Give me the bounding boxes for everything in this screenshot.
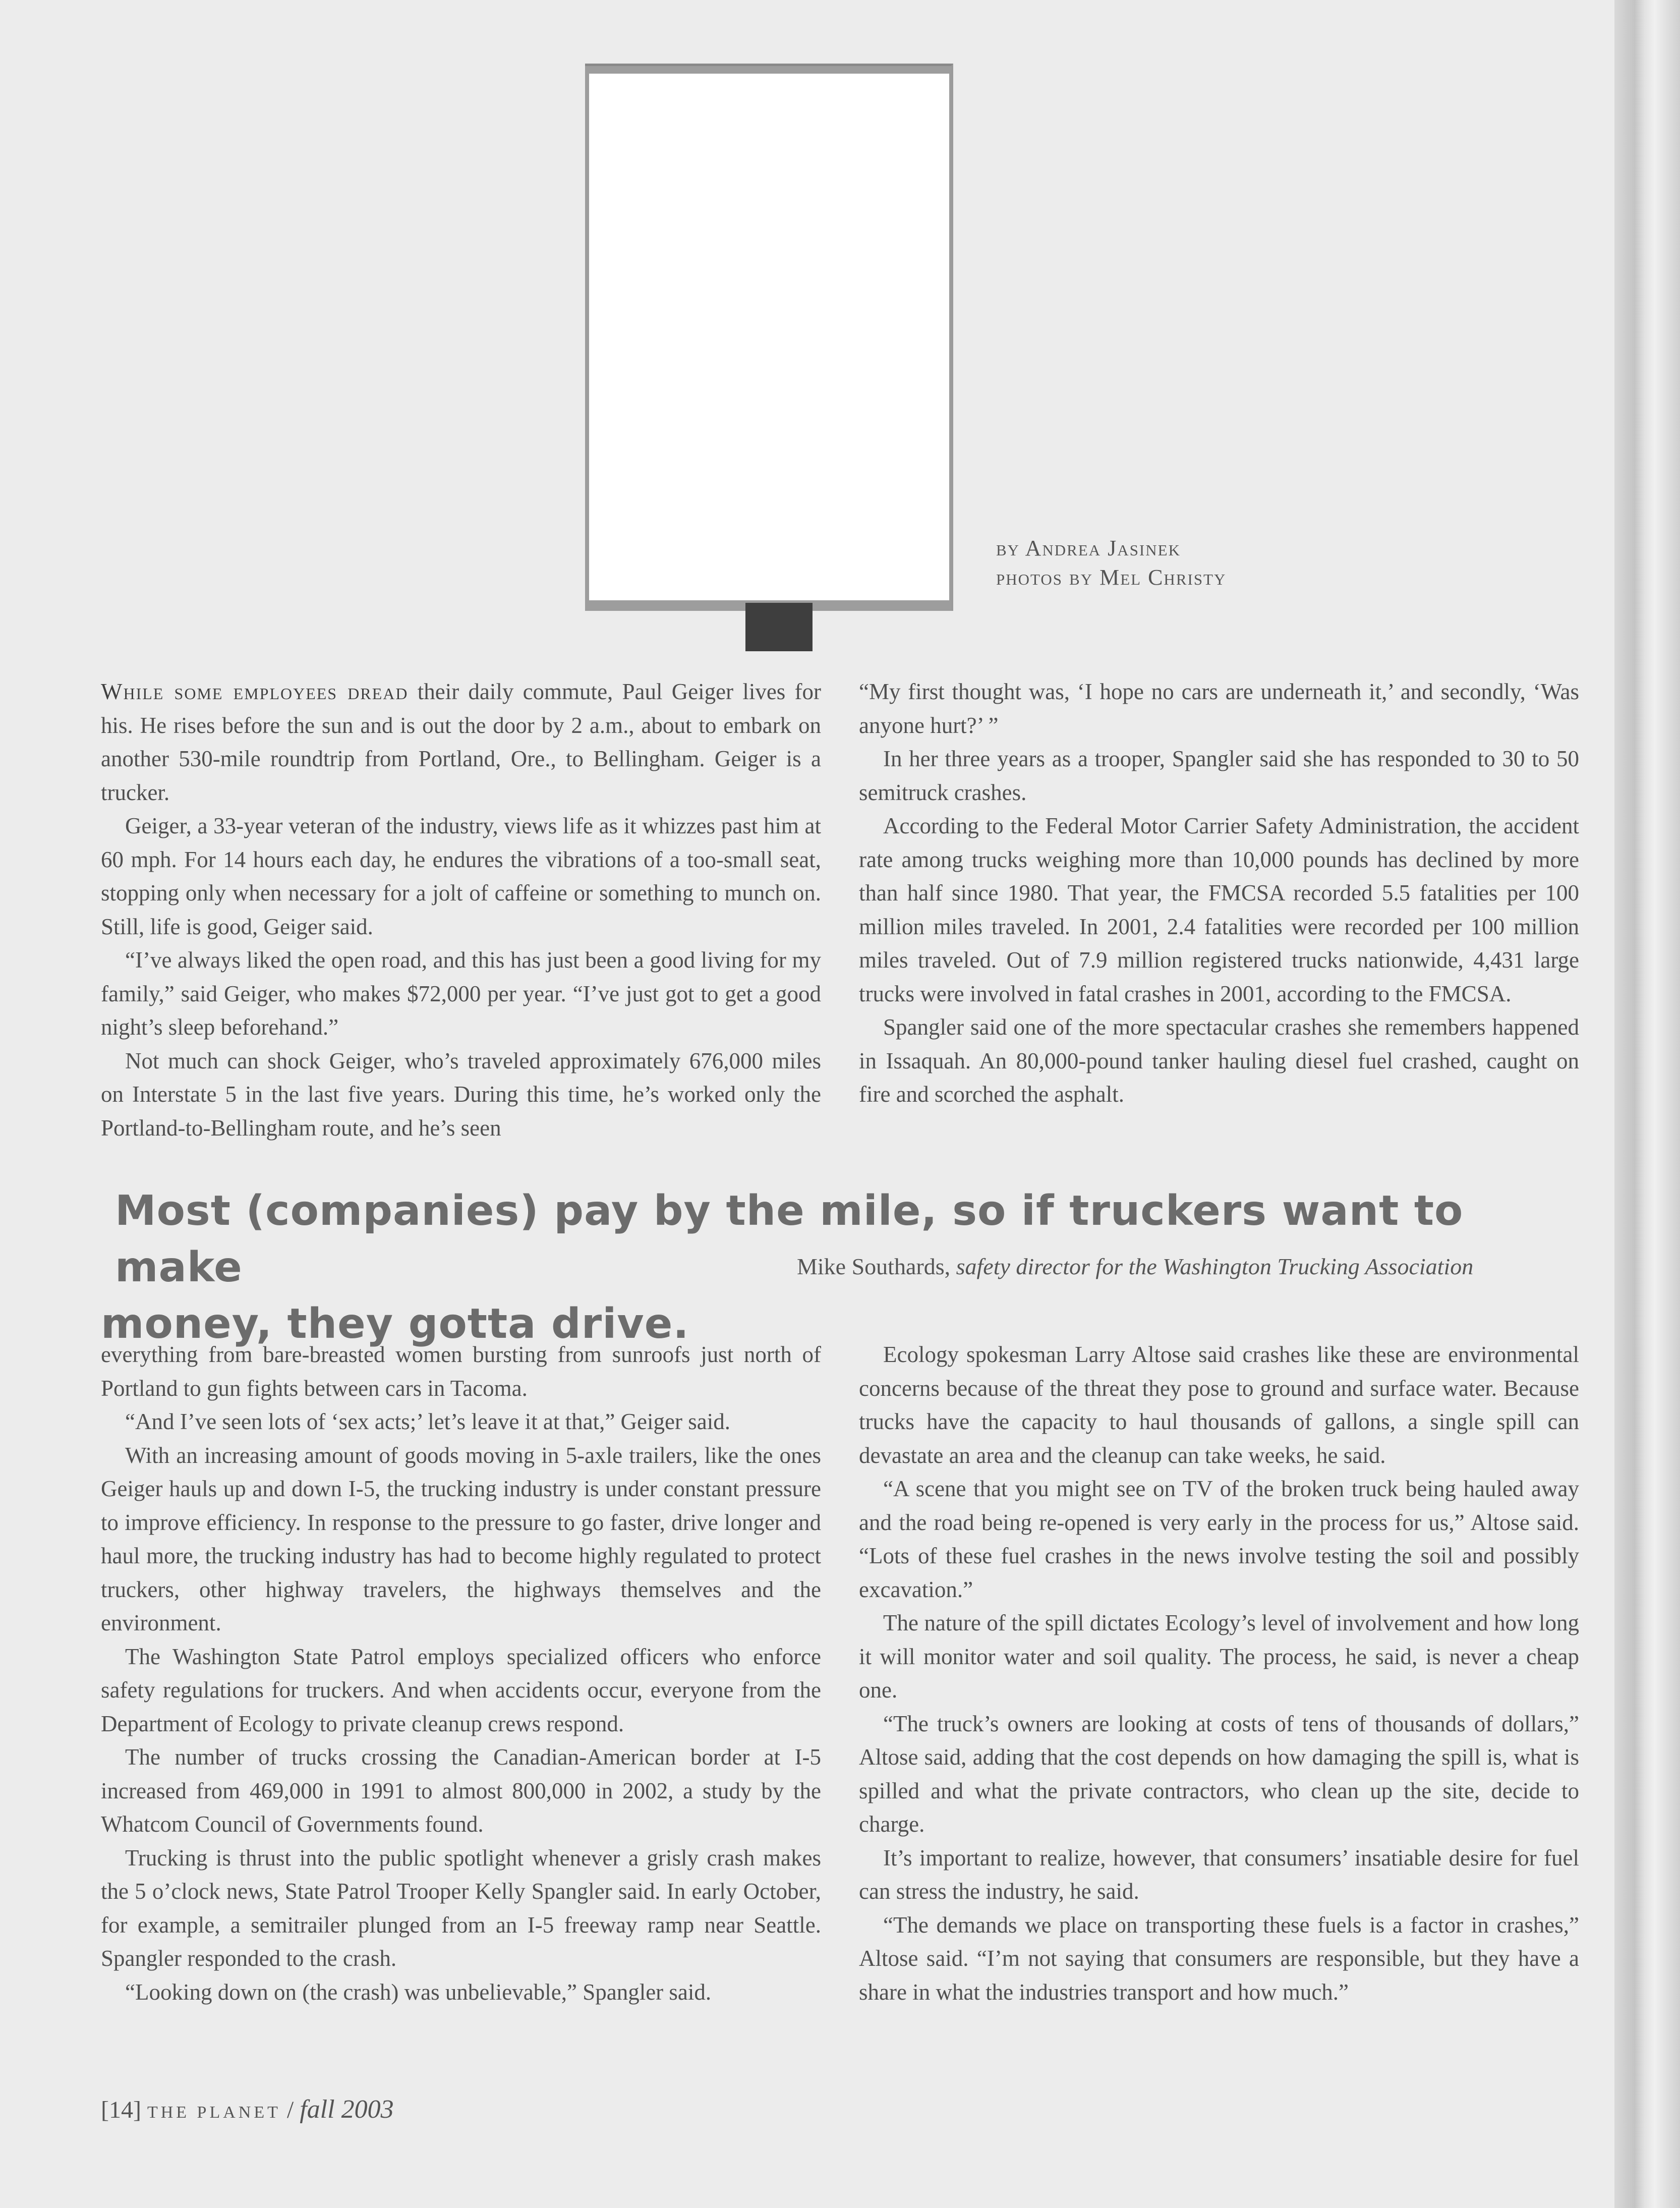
pull-quote-line-1: Most (companies) pay by the mile, so if truckers want to make [115, 1187, 1464, 1291]
attribution-title: safety director for the Washington Trucking Association [956, 1254, 1474, 1279]
article-paragraph: The number of trucks crossing the Canadian-American border at I-5 increased from 469,000 in 1991 to almost 800,000 in 2002, a study by the Whatcom Council of Governments found. [101, 1744, 821, 1837]
folio-separator: / [286, 2097, 294, 2123]
article-paragraph: “Looking down on (the crash) was unbelievable,” Spangler said. [125, 1979, 712, 2005]
article-paragraph: everything from bare-breasted women bursting from sunroofs just north of Portland to gun fights between cars in Tacoma. [101, 1342, 821, 1401]
article-paragraph: “My first thought was, ‘I hope no cars are underneath it,’ and secondly, ‘Was anyone hurt?’ ” [859, 679, 1579, 738]
article-paragraph: “The truck’s owners are looking at costs of tens of thousands of dollars,” Altose said, adding that the cost depends on how damaging the spill is, what is spilled and what the private contractors, who clean up the site, decide to charge. [859, 1711, 1579, 1837]
article-paragraph: “And I’ve seen lots of ‘sex acts;’ let’s leave it at that,” Geiger said. [125, 1409, 730, 1434]
article-paragraph: “The demands we place on transporting these fuels is a factor in crashes,” Altose said. “I’m not saying that consumers are responsible, but they have a share in what the industries transport and how much.” [859, 1912, 1579, 2005]
article-paragraph [101, 675, 821, 809]
article-paragraph: The Washington State Patrol employs specialized officers who enforce safety regulations for truckers. And when accidents occur, everyone from the Department of Ecology to private cleanup crews respond. [101, 1644, 821, 1736]
publication-name: THE PLANET [147, 2103, 281, 2122]
article-column-1 [101, 675, 821, 1145]
article-paragraph: In her three years as a trooper, Spangler said she has responded to 30 to 50 semitruck crashes. [859, 746, 1579, 805]
article-paragraph: “A scene that you might see on TV of the broken truck being hauled away and the road being re-opened is very early in the process for us,” Altose said. “Lots of these fuel crashes in the news involve testing the soil and possibly excavation.” [859, 1476, 1579, 1602]
redacted-photo [589, 74, 949, 600]
article-paragraph: Trucking is thrust into the public spotlight whenever a grisly crash makes the 5 o’clock news, State Patrol Trooper Kelly Spangler said. In early October, for example, a semitrailer plunged from an I-5 freeway ramp near Seattle. Spangler responded to the crash. [101, 1845, 821, 1971]
page-number: [14] [101, 2097, 141, 2123]
article-column-3 [101, 1338, 821, 2009]
byline [996, 534, 1226, 592]
photo-credit: photos by Mel Christy [996, 565, 1227, 590]
issue-season: fall 2003 [300, 2095, 394, 2124]
photo-corner-tab [745, 603, 813, 651]
article-paragraph: Not much can shock Geiger, who’s traveled approximately 676,000 miles on Interstate 5 in the last five years. During this time, he’s worked only the Portland-to-Bellingham route, and he’s seen [101, 1048, 821, 1141]
attribution-speaker: Mike Southards, [797, 1254, 951, 1279]
article-paragraph: The nature of the spill dictates Ecology’s level of involvement and how long it will monitor water and soil quality. The process, he said, is never a cheap one. [859, 1610, 1579, 1703]
pull-quote-line-2: money, they gotta drive. [101, 1300, 689, 1348]
article-paragraph: Ecology spokesman Larry Altose said crashes like these are environmental concerns because of the threat they pose to ground and surface water. Because trucks have the capacity to haul thousands of gallons, a single spill can devastate an area and the cleanup can take weeks, he said. [859, 1342, 1579, 1468]
folio [101, 2094, 394, 2124]
article-column-2 [859, 675, 1579, 1111]
lead-in: While some employees dread [101, 679, 409, 704]
paragraph-text: their daily commute, Paul Geiger lives for his. He rises before the sun and is out the door by 2 a.m., about to embark on another 530-mile roundtrip from Portland, Ore., to Bellingham. Geiger is a trucker. [101, 679, 821, 805]
article-paragraph: “I’ve always liked the open road, and this has just been a good living for my family,” said Geiger, who makes $72,000 per year. “I’ve just got to get a good night’s sleep beforehand.” [101, 947, 821, 1040]
article-paragraph: According to the Federal Motor Carrier Safety Administration, the accident rate among trucks weighing more than 10,000 pounds has declined by more than half since 1980. That year, the FMCSA recorded 5.5 fatalities per 100 million miles traveled. In 2001, 2.4 fatalities were recorded per 100 million miles traveled. Out of 7.9 million registered trucks nationwide, 4,431 large trucks were involved in fatal crashes in 2001, according to the FMCSA. [859, 813, 1579, 1006]
pull-quote-attribution [797, 1253, 1473, 1280]
author-credit: by Andrea Jasinek [996, 536, 1181, 560]
page-edge [1614, 0, 1680, 2208]
article-paragraph: Spangler said one of the more spectacular crashes she remembers happened in Issaquah. An 80,000-pound tanker hauling diesel fuel crashed, caught on fire and scorched the asphalt. [859, 1014, 1579, 1107]
article-paragraph: It’s important to realize, however, that consumers’ insatiable desire for fuel can stress the industry, he said. [859, 1845, 1579, 1904]
article-paragraph: Geiger, a 33-year veteran of the industry, views life as it whizzes past him at 60 mph. For 14 hours each day, he endures the vibrations of a too-small seat, stopping only when necessary for a jolt of caffeine or something to munch on. Still, life is good, Geiger said. [101, 813, 821, 939]
article-column-4 [859, 1338, 1579, 2009]
article-paragraph: With an increasing amount of goods moving in 5-axle trailers, like the ones Geiger hauls up and down I-5, the trucking industry is under constant pressure to improve efficiency. In response to the pressure to go faster, drive longer and haul more, the trucking industry has had to become highly regulated to protect truckers, other highway travelers, the highways themselves and the environment. [101, 1442, 821, 1635]
